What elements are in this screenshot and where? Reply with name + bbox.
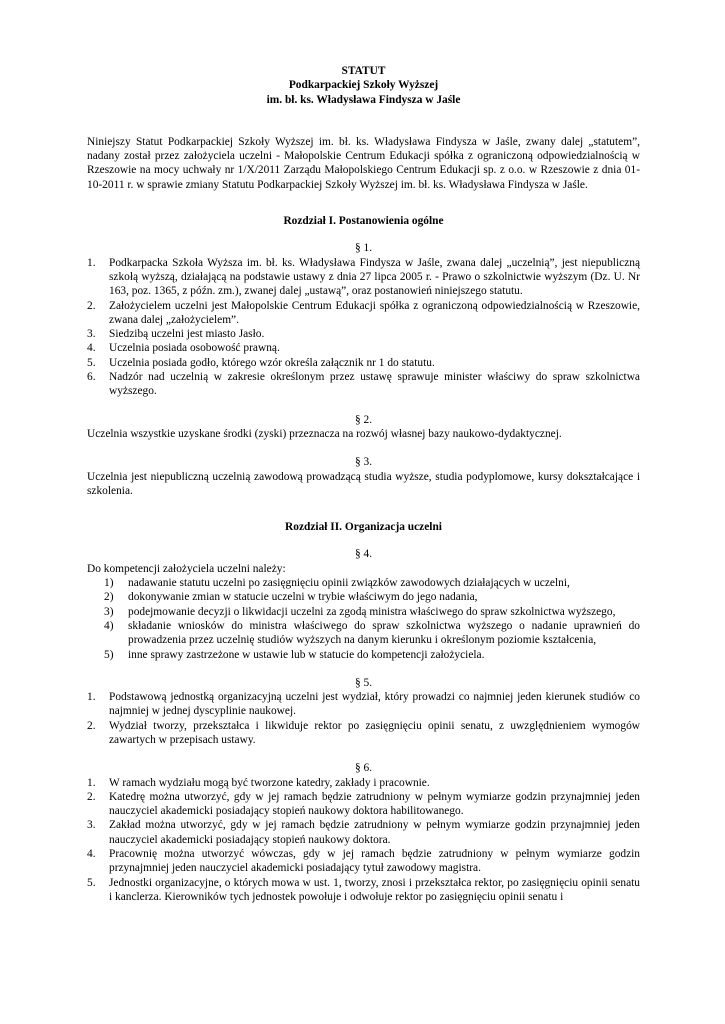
section-4-list [87, 576, 640, 662]
list-item: 5) inne sprawy zastrzeżone w ustawie lub w statucie do kompetencji założyciela. [104, 648, 485, 661]
list-item: 4. Pracownię można utworzyć wówczas, gdy w jej ramach będzie zatrudniony w pełnym wymiarze godzin przynajmniej jeden nauczyciel akademicki posiadający tytuł zawodowy magistra. [87, 848, 640, 875]
list-item: 1. W ramach wydziału mogą być tworzone katedry, zakłady i pracownie. [87, 776, 430, 789]
title-line-3: im. bł. ks. Władysława Findysza w Jaśle [266, 93, 461, 106]
list-item: 5. Uczelnia posiada godło, którego wzór określa załącznik nr 1 do statutu. [87, 356, 435, 369]
list-item: 3. Zakład można utworzyć, gdy w jej ramach będzie zatrudniony w pełnym wymiarze godzin przynajmniej jeden nauczyciel akademicki posiadający stopień naukowy doktora. [87, 819, 640, 846]
list-item: 2. Katedrę można utworzyć, gdy w jej ramach będzie zatrudniony w pełnym wymiarze godzin przynajmniej jeden nauczyciel akademicki posiadający stopień naukowy doktora habilitowanego. [87, 790, 640, 818]
list-item: 2. Wydział tworzy, przekształca i likwiduje rektor po zasięgnięciu opinii senatu, z uwzględnieniem wymogów zawartych w przepisach ustawy. [87, 719, 640, 746]
section-6-heading: § 6. [354, 762, 373, 775]
section-3-heading: § 3. [354, 456, 373, 469]
section-5-heading: § 5. [354, 676, 373, 689]
list-item: 1) nadawanie statutu uczelni po zasięgnięciu opinii związków zawodowych działających w uczelni, [104, 577, 570, 590]
document-title [87, 64, 640, 107]
section-5-list [87, 690, 640, 747]
section-3-text: Uczelnia jest niepubliczną uczelnią zawodową prowadzącą studia wyższe, studia podyplomowe, kursy dokształcające i szkolenia. [87, 470, 640, 497]
list-item: 1. Podkarpacka Szkoła Wyższa im. bł. ks. Władysława Findysza w Jaśle, zwana dalej „uczelnią”, jest niepubliczną szkołą wyższą, działającą na podstawie ustawy z dnia 27 lipca 2005 r. - Prawo o szkolnictwie wyższym (Dz. U. Nr 163, poz. 1365, z późn. zm.), zwanej dalej „ustawą”, oraz postanowień niniejszego statutu. [87, 256, 640, 298]
section-2-text: Uczelnia wszystkie uzyskane środki (zyski) przeznacza na rozwój własnej bazy naukowo-dydaktycznej. [87, 427, 562, 440]
section-1-list [87, 256, 640, 399]
chapter-1-heading: Rozdział I. Postanowienia ogólne [283, 215, 444, 228]
section-1-heading: § 1. [354, 242, 373, 255]
intro-paragraph: Niniejszy Statut Podkarpackiej Szkoły Wyższej im. bł. ks. Władysława Findysza w Jaśle, zwany dalej „statutem”, nadany został przez założyciela uczelni - Małopolskie Centrum Edukacji spółka z ograniczoną odpowiedzialnością w Rzeszowie na mocy uchwały nr 1/X/2011 Zarządu Małopolskiego Centrum Edukacji sp. z o.o. w Rzeszowie z dnia 01-10-2011 r. w sprawie zmiany Statutu Podkarpackiej Szkoły Wyższej im. bł. ks. Władysława Findysza w Jaśle. [87, 135, 640, 191]
section-6-list [87, 776, 640, 905]
section-4-heading: § 4. [354, 548, 373, 561]
list-item: 3. Siedzibą uczelni jest miasto Jasło. [87, 328, 265, 341]
list-item: 3) podejmowanie decyzji o likwidacji uczelni za zgodą ministra właściwego do spraw szkolnictwa wyższego, [104, 605, 616, 618]
section-2-heading: § 2. [354, 413, 373, 426]
document-page [87, 64, 640, 904]
list-item: 4. Uczelnia posiada osobowość prawną. [87, 342, 280, 355]
list-item: 2. Założycielem uczelni jest Małopolskie Centrum Edukacji spółka z ograniczoną odpowiedzialnością w Rzeszowie, zwana dalej „założycielem”. [87, 299, 640, 326]
list-item: 1. Podstawową jednostką organizacyjną uczelni jest wydział, który prowadzi co najmniej jeden kierunek studiów co najmniej w jednej dyscyplinie naukowej. [87, 691, 640, 718]
section-4-lead: Do kompetencji założyciela uczelni należy: [87, 562, 286, 575]
chapter-2-heading: Rozdział II. Organizacja uczelni [285, 521, 442, 534]
list-item: 2) dokonywanie zmian w statucie uczelni w trybie właściwym do jego nadania, [104, 591, 478, 604]
list-item: 6. Nadzór nad uczelnią w zakresie określonym przez ustawę sprawuje minister właściwy do spraw szkolnictwa wyższego. [87, 371, 640, 398]
list-item: 5. Jednostki organizacyjne, o których mowa w ust. 1, tworzy, znosi i przekształca rektor, po zasięgnięciu opinii senatu i kanclerza. Kierowników tych jednostek powołuje i odwołuje rektor po zasięgnięciu opinii senatu i [87, 876, 640, 903]
list-item: 4) składanie wniosków do ministra właściwego do spraw szkolnictwa wyższego o nadanie uprawnień do prowadzenia przez uczelnię studiów wyższych na danym kierunku i określonym poziomie kształcenia, [104, 619, 640, 647]
title-line-1: STATUT [341, 65, 386, 77]
title-line-2: Podkarpackiej Szkoły Wyższej [288, 79, 439, 92]
